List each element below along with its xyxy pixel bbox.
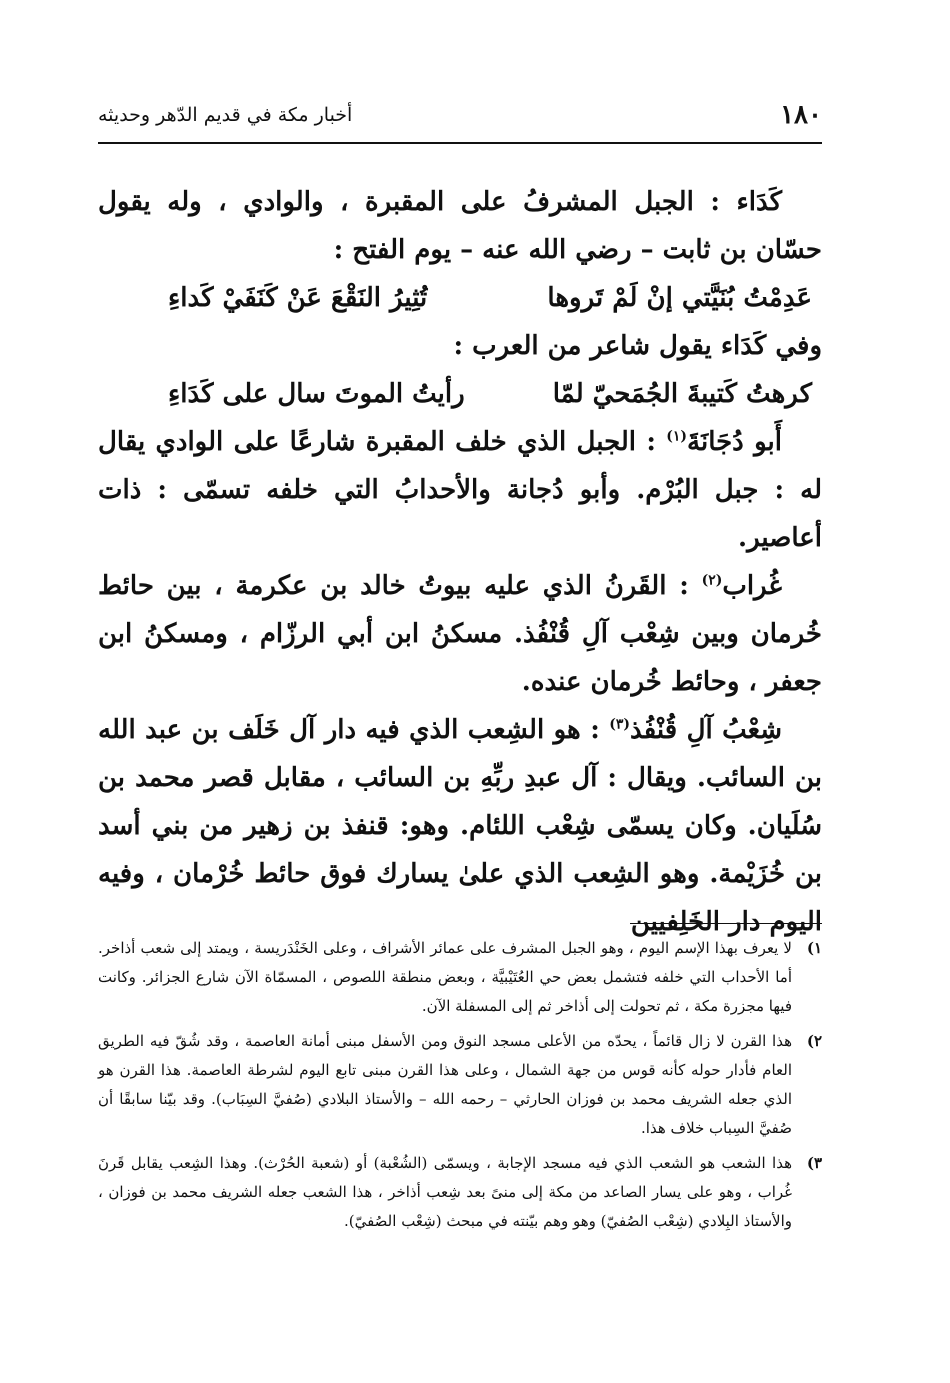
verse-line-1 <box>98 274 822 322</box>
text-shib-qunfudh: : هو الشِعب الذي فيه دار آل خَلَف بن عبد الله بن السائب. ويقال : آل عبدِ ربِّهِ بن السائب ، مقابل قصر محمد بن سُلَيان. وكان يسمّى شِعْب اللئام. وهو: قنفذ بن زهير من بني أسد بن خُزَيْمة. وهو الشِعب الذي علىٰ يسارك فوق حائط خُرْمان ، وفيه اليوم دار الخَلِفيين <box>98 715 822 937</box>
verse-line-2 <box>98 370 822 418</box>
text-ghurab: : القَرنُ الذي عليه بيوتُ خالد بن عكرمة ، بين حائط خُرمان وبين شِعْب آلِ قُنْفُذ. مسكنُ ابن أبي الرزّام ، ومسكنُ ابن جعفر ، وحائط خُرمان عنده. <box>98 571 822 697</box>
page-number: ١٨٠ <box>780 100 822 130</box>
footnote-text: هذا الشعب هو الشعب الذي فيه مسجد الإجابة ، ويسمّى (الشُعْبة) أو (شعبة الحُرْث). وهذا الشِعب يقابل قَرنَ غُراب ، وهو على يسار الصاعد من مكة إلى منىً بعد شِعب أذاخر ، هذا الشعب جعله الشريف محمد بن فوزان ، والأستاذ البِلادي (شِعْب الصُفيّ) وهو وهم بيّنته في مبحث (شِعْب الصُفيّ). <box>98 1154 792 1230</box>
text-abu-dujana: : الجبل الذي خلف المقبرة شارعًا على الوادي يقال له : جبل البُرْم. وأبو دُجانة والأحدابُ التي خلفه تسمّى : ذات أعاصير. <box>98 427 822 553</box>
main-text <box>98 178 822 946</box>
footnote-ref-1: (١) <box>666 428 688 445</box>
verse-2-first-hemistich: كرهتُ كَتيبةَ الجُمَحيّ لمّا <box>552 379 812 409</box>
paragraph-ghurab <box>98 562 822 706</box>
footnotes <box>98 934 822 1242</box>
term-abu-dujana: أَبو دُجَانَةَ <box>687 427 782 457</box>
paragraph-kadaa: كَدَاء : الجبل المشرفُ على المقبرة ، والوادي ، وله يقول حسّان بن ثابت – رضي الله عنه – يوم الفتح : <box>98 187 822 265</box>
verse-1-first-hemistich: عَدِمْتُ بُنَيَّتي إنْ لَمْ تَروها <box>547 283 812 313</box>
paragraph-abu-dujana <box>98 418 822 562</box>
running-header <box>98 98 822 144</box>
footnote-separator <box>630 923 822 924</box>
footnote-number: ١) <box>806 939 822 957</box>
footnote-ref-3: (٣) <box>609 716 631 733</box>
paragraph-shib-qunfudh <box>98 706 822 946</box>
verse-2-second-hemistich: رأيتُ الموتَ سال على كَدَاءِ <box>168 379 465 409</box>
verse-1-second-hemistich: تُثِيرُ النَقْعَ عَنْ كَنَفَيْ كَداءِ <box>168 283 428 313</box>
footnote-number: ٢) <box>806 1032 822 1050</box>
footnote-1 <box>98 934 822 1021</box>
paragraph-poet-intro: وفي كَدَاء يقول شاعر من العرب : <box>453 331 822 361</box>
footnote-number: ٣) <box>806 1154 822 1172</box>
footnote-ref-2: (٢) <box>701 572 723 589</box>
footnote-text: هذا القرن لا زال قائماً ، يحدّه من الأعلى مسجد النوق ومن الأسفل مبنى أمانة العاصمة ، وقد شُقّ فيه الطريق العام فأدار حوله كأنه قوس من جهة الشمال ، وعلى هذا القرن مبنى تابع اليوم لشرطة العاصمة. هذا القرن هو الذي جعله الشريف محمد بن فوزان الحارثي – رحمه الله – والأستاذ البلادي (صُفيَّ السِبَاب). وقد بيّنا سابقًا أن صُفيَّ السِباب خلاف هذا. <box>98 1032 792 1137</box>
term-ghurab: غُراب <box>722 571 782 601</box>
footnote-2 <box>98 1027 822 1143</box>
term-shib-qunfudh: شِعْبُ آلِ قُنْفُذ <box>630 715 782 745</box>
footnote-text: لا يعرف بهذا الإسم اليوم ، وهو الجبل المشرف على عمائر الأشراف ، وعلى الخَنْدَريسة ، ويمتد إلى شعب أذاخر. أما الأحداب التي خلفه فتشمل بعض حي العُتَيْبيَّة ، وبعض منطقة اللصوص ، المسمّاة الآن شارع الجزائر. وكانت فيها مجزرة مكة ، ثم تحولت إلى أذاخر ثم إلى المسفلة الآن. <box>98 939 792 1015</box>
footnote-3 <box>98 1149 822 1236</box>
running-title: أخبار مكة في قديم الدّهر وحديثه <box>98 104 353 126</box>
